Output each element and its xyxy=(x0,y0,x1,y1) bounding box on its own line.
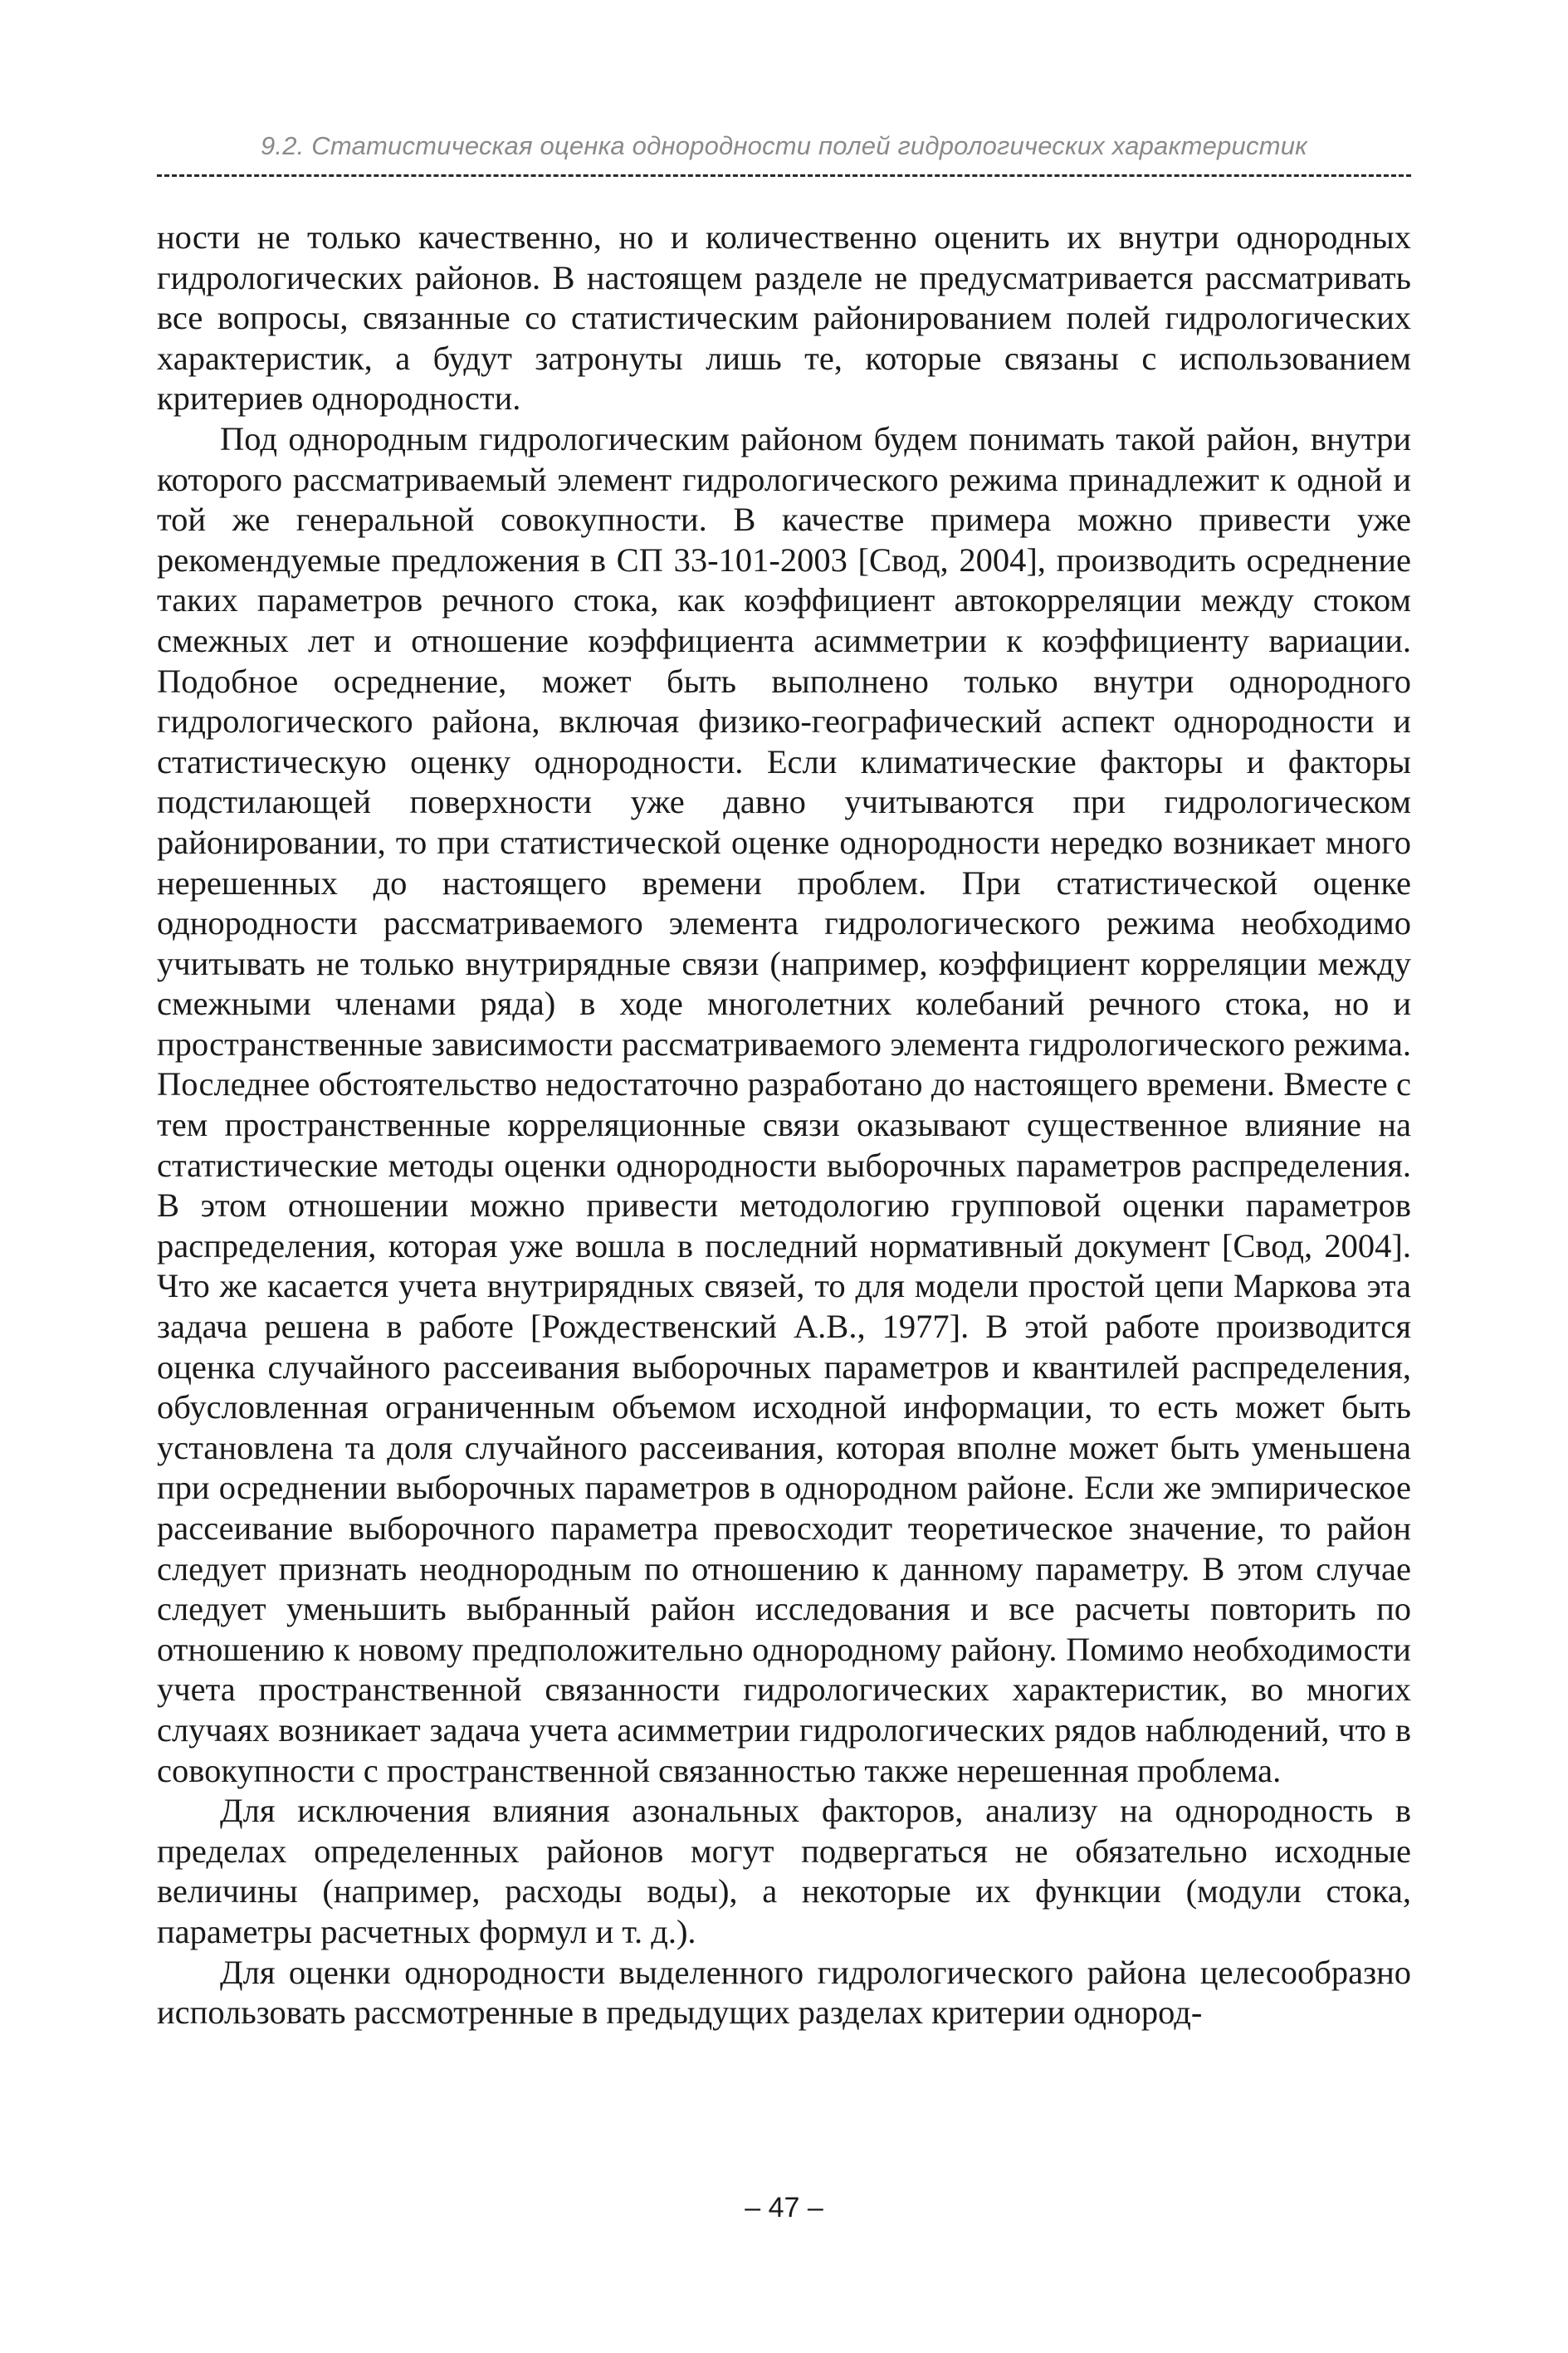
paragraph-continuation: ности не только качественно, но и количественно оценить их внутри однородных гидрологических районов. В настоящем разделе не предусматривается рассматривать все вопросы, связанные со статистическим районированием полей гидрологических характеристик, а будут затронуты лишь те, которые связаны с использованием критериев однородности. xyxy=(157,218,1411,418)
page-number: – 47 – xyxy=(745,2192,823,2223)
paragraph-homogeneous-region: Под однородным гидрологическим районом будем понимать такой район, внутри которого рассматриваемый элемент гидрологического режима принадлежит к одной и той же генеральной совокупности. В качестве примера можно привести уже рекомендуемые предложения в СП 33-101-2003 [Свод, 2004], производить осреднение таких параметров речного стока, как коэффициент автокорреляции между стоком смежных лет и отношение коэффициента асимметрии к коэффициенту вариации. Подобное осреднение, может быть выполнено только внутри однородного гидрологического района, включая физико-географический аспект однородности и статистическую оценку однородности. Если климатические факторы и факторы подстилающей поверхности уже давно учитываются при гидрологическом районировании, то при статистической оценке однородности нередко возникает много нерешенных до настоящего времени проблем. При статистической оценке однородности рассматриваемого элемента гидрологического режима необходимо учитывать не только внутрирядные связи (например, коэффициент корреляции между смежными членами ряда) в ходе многолетних колебаний речного стока, но и пространственные зависимости рассматриваемого элемента гидрологического режима. Последнее обстоятельство недостаточно разработано до настоящего времени. Вместе с тем пространственные корреляционные связи оказывают существенное влияние на статистические методы оценки однородности выборочных параметров распределения. В этом отношении можно привести методологию групповой оценки параметров распределения, которая уже вошла в последний нормативный документ [Свод, 2004]. Что же касается учета внутрирядных связей, то для модели простой цепи Маркова эта задача решена в работе [Рождественский А.В., 1977]. В этой работе производится оценка случайного рассеивания выборочных параметров и квантилей распределения, обусловленная ограниченным объемом исходной информации, то есть может быть установлена та доля случайного рассеивания, которая вполне может быть уменьшена при осреднении выборочных параметров в однородном районе. Если же эмпирическое рассеивание выборочного параметра превосходит теоретическое значение, то район следует признать неоднородным по отношению к данному параметру. В этом случае следует уменьшить выбранный район исследования и все расчеты повторить по отношению к новому предположительно однородному району. Помимо необходимости учета пространственной связанности гидрологических характеристик, во многих случаях возникает задача учета асимметрии гидрологических рядов наблюдений, что в совокупности с пространственной связанностью также нерешенная проблема. xyxy=(157,419,1411,1789)
body-text xyxy=(157,218,1411,2033)
running-header: 9.2. Статистическая оценка однородности полей гидрологических характеристик xyxy=(260,131,1307,160)
paragraph-azonal-factors: Для исключения влияния азональных факторов, анализу на однородность в пределах определенных районов могут подвергаться не обязательно исходные величины (например, расходы воды), а некоторые их функции (модули стока, параметры расчетных формул и т. д.). xyxy=(157,1792,1411,1950)
header-divider xyxy=(157,174,1411,177)
paragraph-homogeneity-criteria: Для оценки однородности выделенного гидрологического района целесообразно использовать рассмотренные в предыдущих разделах критерии однород- xyxy=(157,1953,1411,2032)
